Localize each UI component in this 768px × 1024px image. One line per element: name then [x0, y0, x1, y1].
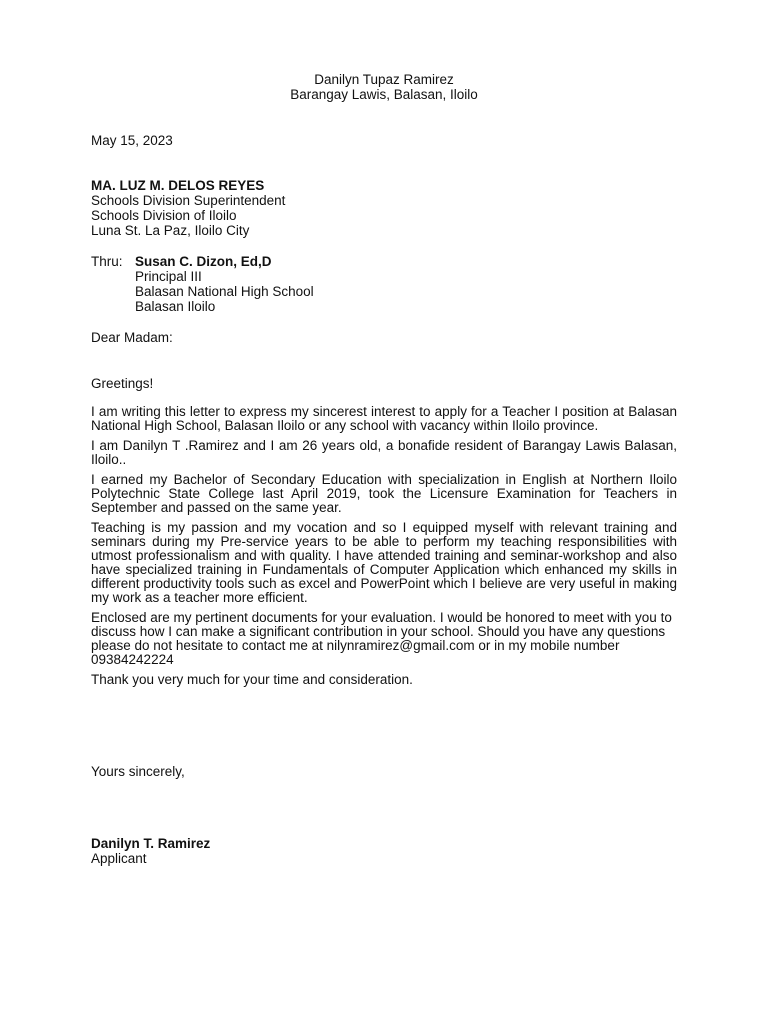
sender-name: Danilyn Tupaz Ramirez: [314, 72, 454, 87]
thru-address: Balasan Iloilo: [135, 299, 216, 314]
recipient-name: MA. LUZ M. DELOS REYES: [91, 178, 265, 193]
signature-role: Applicant: [91, 851, 147, 866]
salutation: Dear Madam:: [91, 330, 173, 345]
body-paragraph: I am Danilyn T .Ramirez and I am 26 years old, a bonafide resident of Barangay Lawis Balasan, Iloilo..: [91, 438, 677, 467]
closing: Yours sincerely,: [91, 764, 185, 779]
thru-title: Principal III: [135, 269, 202, 284]
body-paragraph: Enclosed are my pertinent documents for your evaluation. I would be honored to meet with you to discuss how I can make a significant contribution in your school. Should you have any questions please do not hesitate to contact me at nilynramirez@gmail.com or in my mobile number 09384242224: [91, 610, 672, 667]
recipient-title: Schools Division Superintendent: [91, 193, 286, 208]
signature-name: Danilyn T. Ramirez: [91, 836, 211, 851]
recipient-office: Schools Division of Iloilo: [91, 208, 237, 223]
body-paragraph: I am writing this letter to express my sincerest interest to apply for a Teacher I position at Balasan National High School, Balasan Iloilo or any school with vacancy within Iloilo province.: [91, 404, 677, 433]
body-paragraph: I earned my Bachelor of Secondary Education with specialization in English at Northern Iloilo Polytechnic State College last April 2019, took the Licensure Examination for Teachers in September and passed on the same year.: [91, 472, 677, 515]
recipient-block: [91, 178, 285, 238]
thru-school: Balasan National High School: [135, 284, 314, 299]
sender-address: Barangay Lawis, Balasan, Iloilo: [290, 87, 478, 102]
thru-name: Susan C. Dizon, Ed,D: [135, 254, 272, 269]
body-paragraph: Teaching is my passion and my vocation and so I equipped myself with relevant training and seminars during my Pre-service years to be able to perform my teaching responsibilities with utmost professionalism and with quality. I have attended training and seminar-workshop and also have specialized training in Fundamentals of Computer Application which enhanced my skills in different productivity tools such as excel and PowerPoint which I believe are very useful in making my work as a teacher more efficient.: [91, 520, 677, 605]
letter-date: May 15, 2023: [91, 133, 173, 148]
greeting: Greetings!: [91, 376, 154, 391]
thru-label: Thru:: [91, 254, 123, 269]
sender-header: [0, 72, 768, 102]
body-paragraph: Thank you very much for your time and consideration.: [91, 672, 413, 687]
signature-block: [91, 836, 210, 866]
thru-block: [135, 254, 314, 314]
letter-body: [91, 405, 677, 693]
recipient-address: Luna St. La Paz, Iloilo City: [91, 223, 250, 238]
